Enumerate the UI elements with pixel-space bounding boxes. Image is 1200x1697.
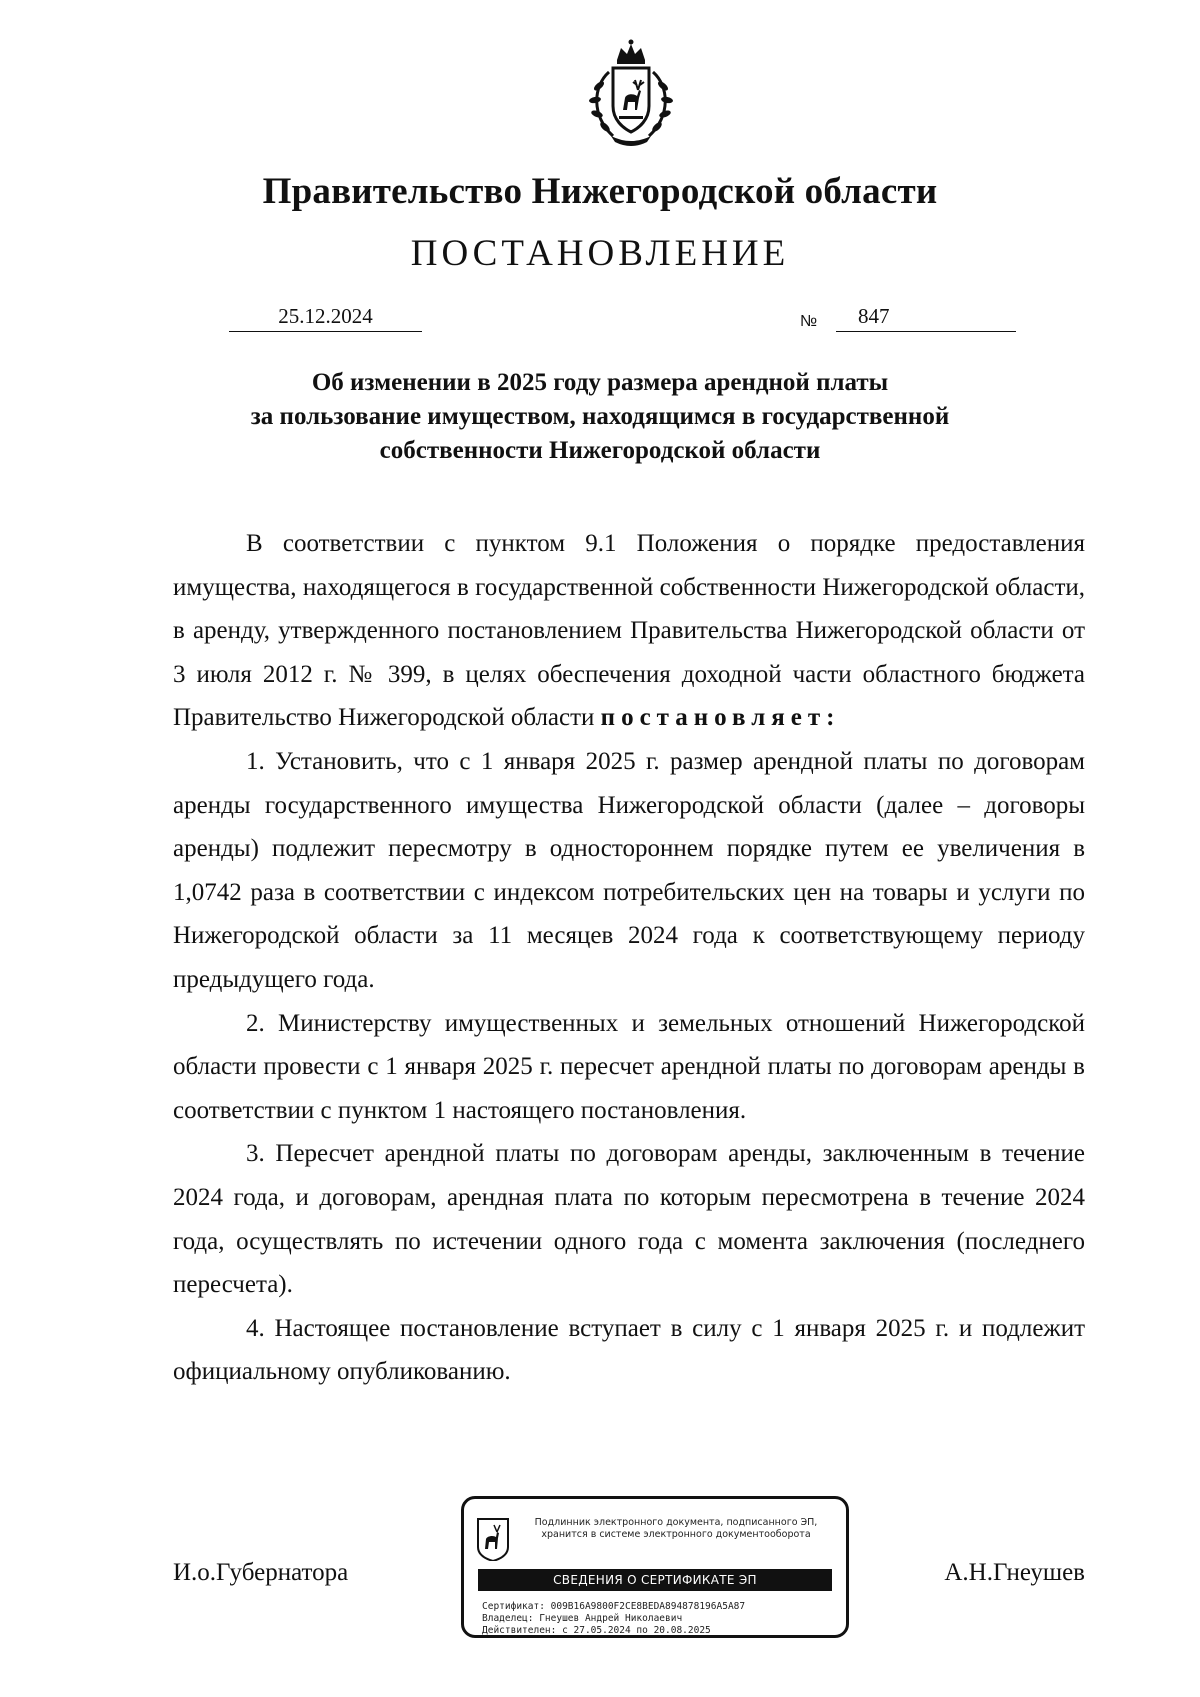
- subject-line: за пользование имуществом, находящимся в государственной: [250, 403, 950, 430]
- stamp-header-line: хранится в системе электронного документооборота: [541, 1529, 811, 1540]
- stamp-header: [516, 1517, 836, 1541]
- stamp-header-line: Подлинник электронного документа, подписанного ЭП,: [534, 1517, 818, 1528]
- clause-3: 3. Пересчет арендной платы по договорам аренды, заключенным в течение 2024 года, и договорам, арендная плата по которым пересмотрена в течение 2024 года, осуществлять по истечении одного года с момента заключения (последнего пересчета).: [173, 1140, 1085, 1299]
- document-number-field: [836, 301, 1016, 332]
- government-title: Правительство Нижегородской области: [262, 171, 938, 212]
- subject-line: собственности Нижегородской области: [379, 437, 821, 464]
- document-number: 847: [858, 304, 890, 328]
- certificate-validity: Действителен: с 27.05.2024 по 20.08.2025: [482, 1625, 711, 1636]
- stamp-certificate-info: [482, 1601, 745, 1637]
- electronic-signature-stamp: [461, 1496, 849, 1638]
- preamble-text: В соответствии с пунктом 9.1 Положения о порядке предоставления имущества, находящегося в государственной собственности Нижегородской области, в аренду, утвержденного постановлением Правительства Нижегородской области от 3 июля 2012 г. № 399, в целях обеспечения доходной части областного бюджета Правительство Нижегородской области: [173, 530, 1085, 732]
- number-sign: №: [800, 313, 818, 330]
- coat-of-arms-emblem: [575, 38, 687, 148]
- signer-position: И.о.Губернатора: [173, 1559, 349, 1586]
- deer-emblem-icon: [476, 1517, 510, 1561]
- document-date: 25.12.2024: [229, 301, 422, 332]
- document-subject: [150, 366, 1050, 468]
- subject-line: Об изменении в 2025 году размера арендной платы: [311, 369, 889, 396]
- certificate-id: Сертификат: 009B16A9800F2CE8BEDA894878196A5A87: [482, 1601, 746, 1612]
- stamp-certificate-bar: СВЕДЕНИЯ О СЕРТИФИКАТЕ ЭП: [478, 1569, 832, 1591]
- preamble-paragraph: [173, 522, 1085, 740]
- clause-4: 4. Настоящее постановление вступает в силу с 1 января 2025 г. и подлежит официальному опубликованию.: [173, 1314, 1085, 1386]
- signer-name: А.Н.Гнеушев: [944, 1559, 1085, 1586]
- document-body: [173, 522, 1085, 1394]
- certificate-owner: Владелец: Гнеушев Андрей Николаевич: [482, 1613, 683, 1624]
- document-type: ПОСТАНОВЛЕНИЕ: [410, 233, 790, 274]
- clause-2: 2. Министерству имущественных и земельных отношений Нижегородской области провести с 1 января 2025 г. пересчет арендной платы по договорам аренды в соответствии с пунктом 1 настоящего постановления.: [173, 1009, 1085, 1124]
- clause-1: 1. Установить, что с 1 января 2025 г. размер арендной платы по договорам аренды государственного имущества Нижегородской области (далее – договоры аренды) подлежит пересмотру в одностороннем порядке путем ее увеличения в 1,0742 раза в соответствии с индексом потребительских цен на товары и услуги по Нижегородской области за 11 месяцев 2024 года к соответствующему периоду предыдущего года.: [173, 747, 1085, 993]
- decree-word: постановляет:: [600, 704, 841, 732]
